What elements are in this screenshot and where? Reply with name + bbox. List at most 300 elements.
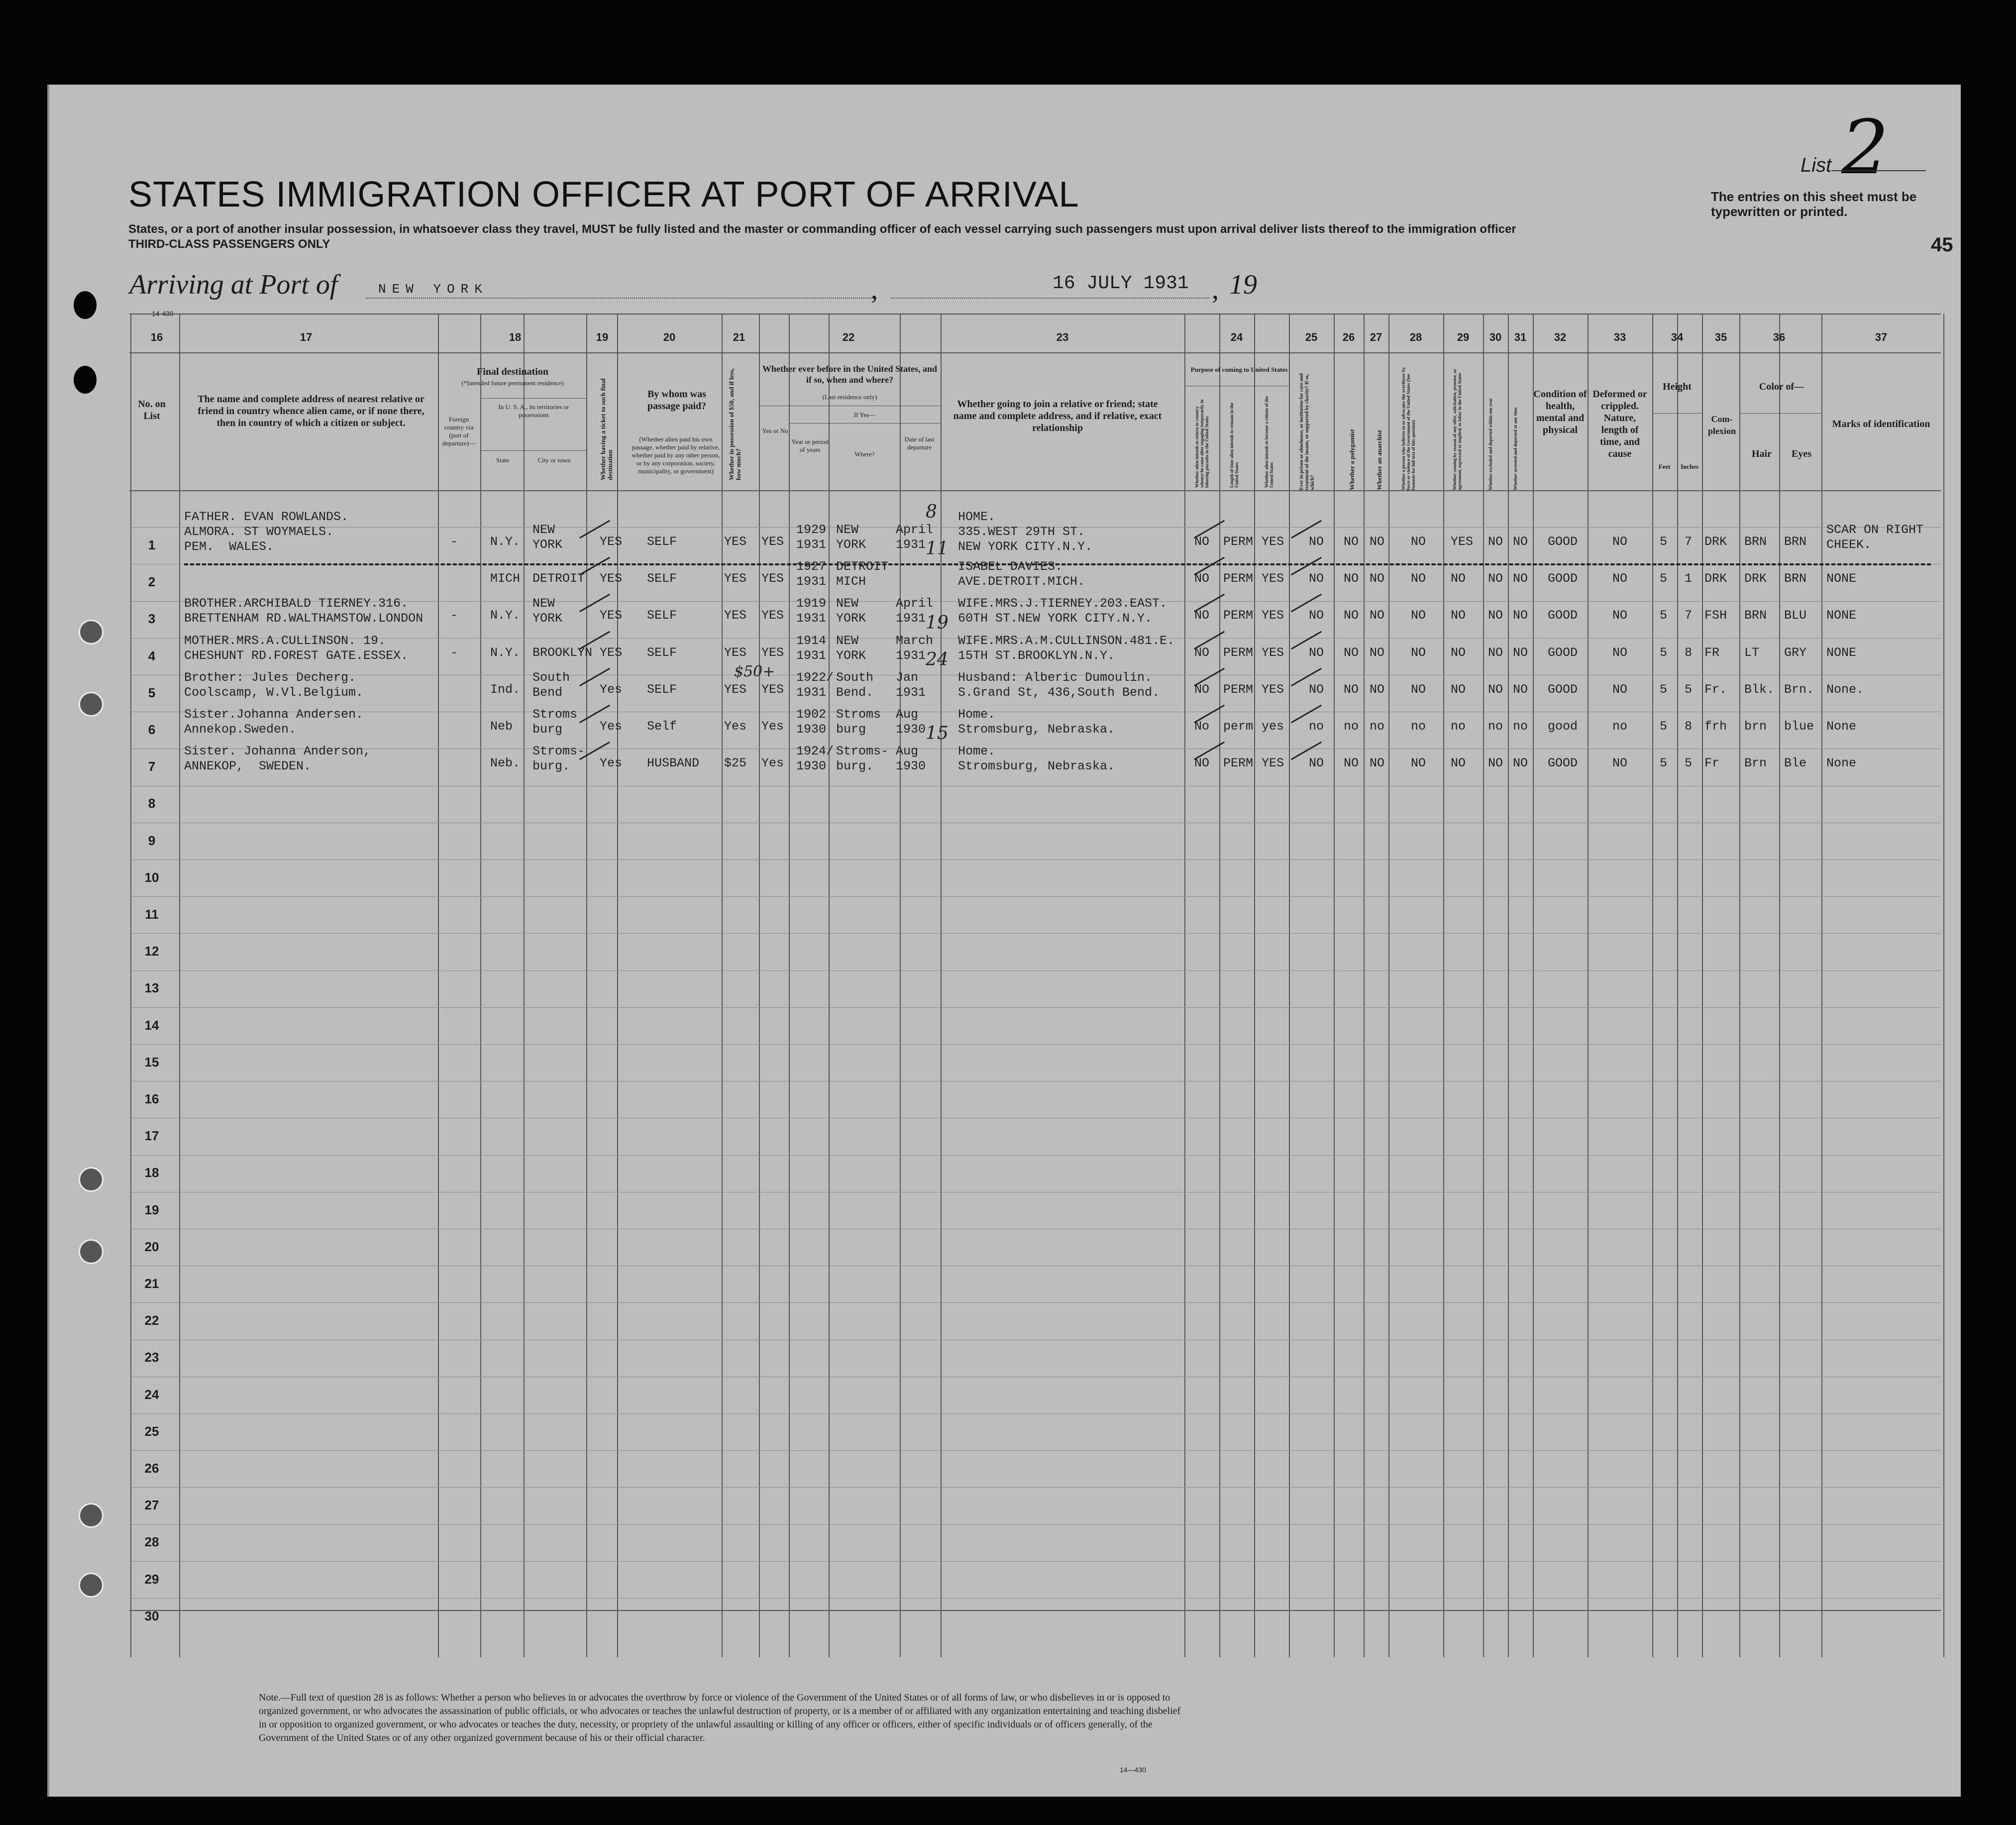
- deformed-cell: NO: [1612, 682, 1628, 697]
- row-rule: [129, 933, 1941, 934]
- polygamist-cell: NO: [1344, 645, 1359, 660]
- relative-cell: Sister.Johanna Andersen. Annekop.Sweden.: [184, 707, 364, 737]
- header-eyes: Eyes: [1792, 448, 1811, 459]
- offer-labor-cell: NO: [1451, 571, 1466, 586]
- column-number: 30: [1489, 331, 1502, 343]
- where-cell: South Bend.: [836, 670, 874, 700]
- relative-cell: MOTHER.MRS.A.CULLINSON. 19. CHESHUNT RD.FOREST GATE.ESSEX.: [184, 633, 409, 663]
- passage-paid-cell: SELF: [647, 682, 677, 697]
- column-number: 21: [733, 331, 745, 343]
- city-cell: BROOKLYN: [532, 645, 593, 660]
- column-rule: [1219, 314, 1220, 1657]
- column-number-rule: [129, 352, 1941, 353]
- relative-cell: Sister. Johanna Anderson, ANNEKOP, SWEDEN.: [184, 744, 371, 774]
- header-height: Height: [1663, 381, 1692, 392]
- departure-date-cell: April 1931: [896, 523, 934, 552]
- header-excluded: Whether excluded and deported within one year: [1488, 398, 1493, 490]
- feet-cell: 5: [1660, 719, 1668, 734]
- column-number: 29: [1457, 331, 1470, 343]
- header-deformed: Deformed or crippled. Nature, length of time, and cause: [1592, 389, 1647, 459]
- polygamist-cell: NO: [1344, 571, 1359, 586]
- row-number: 18: [144, 1165, 159, 1181]
- column-rule: [179, 314, 180, 1657]
- column-rule: [900, 314, 901, 1657]
- prison-cell: NO: [1309, 535, 1324, 549]
- page-number: 45: [1931, 234, 1953, 256]
- passenger-class: THIRD-CLASS PASSENGERS ONLY: [128, 237, 330, 251]
- ticket-cell: Yes: [600, 719, 623, 734]
- where-cell: NEW YORK: [836, 596, 866, 626]
- joining-cell: WIFE.MRS.J.TIERNEY.203.EAST. 60TH ST.NEW YORK CITY.N.Y.: [958, 596, 1167, 626]
- joining-cell: ISABEL DAVIES. AVE.DETROIT.MICH.: [958, 559, 1085, 589]
- passage-paid-cell: SELF: [647, 535, 677, 549]
- column-rule: [1443, 314, 1444, 1657]
- marks-cell: None: [1826, 756, 1857, 771]
- where-cell: Stroms burg: [836, 707, 881, 737]
- hair-cell: LT: [1744, 645, 1760, 660]
- return-cell: NO: [1194, 645, 1210, 660]
- state-cell: Neb: [490, 719, 513, 734]
- return-cell: NO: [1194, 756, 1210, 771]
- row-rule: [129, 1450, 1941, 1451]
- polygamist-cell: NO: [1344, 535, 1359, 549]
- column-number: 26: [1342, 331, 1355, 343]
- row-rule: [129, 1302, 1941, 1303]
- before-us-cell: Yes: [761, 756, 784, 771]
- arrested-cell: NO: [1513, 571, 1528, 586]
- row-number: 14: [144, 1017, 159, 1033]
- marks-cell: NONE: [1826, 645, 1857, 660]
- return-cell: NO: [1194, 571, 1210, 586]
- column-rule: [1364, 314, 1365, 1657]
- row-number: 9: [148, 833, 156, 848]
- row-number: 7: [148, 759, 156, 774]
- row-rule: [129, 1598, 1941, 1599]
- before-us-cell: YES: [761, 608, 784, 623]
- column-number: 20: [663, 331, 676, 343]
- row-number: 20: [144, 1239, 159, 1254]
- excluded-cell: NO: [1488, 571, 1503, 586]
- annotation-hole-2: [79, 692, 104, 717]
- feet-cell: 5: [1660, 608, 1668, 623]
- row-number: 17: [144, 1128, 159, 1144]
- subheader-rule: [480, 398, 586, 399]
- column-rule: [1289, 314, 1290, 1657]
- health-cell: GOOD: [1548, 571, 1578, 586]
- complexion-cell: FR: [1704, 645, 1720, 660]
- city-cell: DETROIT: [532, 571, 585, 586]
- column-number: 37: [1875, 331, 1888, 343]
- row-rule: [129, 1155, 1941, 1156]
- offer-labor-cell: NO: [1451, 682, 1466, 697]
- header-in-usa: In U. S. A., its territories or possessions: [498, 403, 569, 419]
- departure-date-cell: Jan 1931: [896, 670, 926, 700]
- row-number: 21: [144, 1276, 159, 1291]
- return-cell: NO: [1194, 608, 1210, 623]
- offer-labor-cell: no: [1451, 719, 1466, 734]
- eyes-cell: Brn.: [1784, 682, 1814, 697]
- anarchist-cell: NO: [1370, 756, 1385, 771]
- where-cell: NEW YORK: [836, 633, 866, 663]
- row-number: 26: [144, 1461, 159, 1476]
- complexion-cell: frh: [1704, 719, 1727, 734]
- column-rule: [1677, 314, 1678, 1657]
- polygamist-cell: NO: [1344, 756, 1359, 771]
- departure-date-cell: March 1931: [896, 633, 934, 663]
- page-title: STATES IMMIGRATION OFFICER AT PORT OF ARRIVAL: [128, 175, 1079, 215]
- ticket-cell: Yes: [600, 682, 623, 697]
- hair-cell: brn: [1744, 719, 1767, 734]
- column-number: 17: [300, 331, 313, 343]
- deformed-cell: NO: [1612, 535, 1628, 549]
- fifty-dollars-cell: YES: [724, 645, 747, 660]
- row-rule: [129, 859, 1941, 860]
- before-us-cell: YES: [761, 535, 784, 549]
- column-number: 19: [596, 331, 609, 343]
- deformed-cell: NO: [1612, 756, 1628, 771]
- subheader-rule: [789, 423, 941, 424]
- comma-separator: ,: [871, 274, 878, 305]
- comma-separator-2: ,: [1212, 274, 1219, 305]
- row-number: 5: [148, 685, 156, 700]
- return-cell: NO: [1194, 535, 1210, 549]
- city-cell: South Bend: [532, 670, 570, 700]
- prison-cell: NO: [1309, 571, 1324, 586]
- header-rule: [129, 314, 1941, 315]
- row-rule: [129, 1413, 1941, 1414]
- footnote-question-28: Note.—Full text of question 28 is as follows: Whether a person who believes in or advocates the overthrow by force or violence of the Government of the United States or of all forms of law, or who disbelieves in or is opposed to organized government, or who advocates the assassination of public officials, or who advocates or teaches the unlawful destruction of property, or is a member of or affiliated with any organization entertaining and teaching disbelief in or opposition to organized government, or who advocates or teaches the duty, necessity, or propriety of the unlawful assaulting or killing of any officer or officers, either of specific individuals or of officers generally, of the Government of the United States or of any other organized government because of his or their official character.: [259, 1692, 1181, 1743]
- complexion-cell: DRK: [1704, 535, 1727, 549]
- row-number: 1: [148, 537, 156, 552]
- citizen-cell: YES: [1262, 756, 1284, 771]
- column-rule: [1254, 314, 1255, 1657]
- deformed-cell: NO: [1612, 608, 1628, 623]
- handwritten-date-mark: 15: [926, 723, 949, 744]
- header-foreign-country: Foreign country via (port of departure)—: [442, 416, 476, 447]
- punch-hole-left-1: [74, 291, 97, 319]
- column-rule: [829, 314, 830, 1657]
- complexion-cell: FSH: [1704, 608, 1727, 623]
- row-number: 8: [148, 796, 156, 811]
- header-last-residence: (Last residence only): [822, 393, 877, 401]
- header-if-yes: If Yes—: [853, 411, 876, 419]
- city-cell: NEW YORK: [532, 523, 563, 552]
- feet-cell: 5: [1660, 682, 1668, 697]
- anarchist-cell: NO: [1370, 645, 1385, 660]
- column-rule: [1702, 314, 1703, 1657]
- health-cell: GOOD: [1548, 756, 1578, 771]
- marks-cell: None.: [1826, 682, 1864, 697]
- feet-cell: 5: [1660, 571, 1668, 586]
- city-cell: Stroms- burg.: [532, 744, 585, 774]
- arrested-cell: NO: [1513, 682, 1528, 697]
- column-rule: [1483, 314, 1484, 1657]
- handwritten-date-mark: 19: [926, 612, 949, 633]
- column-rule: [586, 314, 587, 1657]
- subheader-rule: [1739, 413, 1821, 414]
- header-before-us: Whether ever before in the United States, and if so, when and where?: [762, 364, 937, 385]
- header-offer-labor: Whether coming by reason of any offer, solicitation, promise, or agreement, expressed or implied, to labor in the United States: [1452, 369, 1462, 490]
- header-joining: Whether going to join a relative or friend; state name and complete address, and if relative, exact relationship: [953, 399, 1162, 433]
- handwritten-date-mark: 24: [926, 649, 949, 670]
- header-where: Where?: [854, 450, 875, 458]
- excluded-cell: NO: [1488, 645, 1503, 660]
- subheader-rule: [480, 450, 586, 451]
- row-number: 15: [144, 1054, 159, 1070]
- hair-cell: BRN: [1744, 535, 1767, 549]
- offer-labor-cell: YES: [1451, 535, 1474, 549]
- listing-instruction: States, or a port of another insular possession, in whatsoever class they travel, MUST be fully listed and the master or commanding officer of each vessel carrying such passengers must upon arrival deliver lists thereof to the immigration officer: [128, 222, 1516, 236]
- fifty-dollars-cell: $25: [724, 756, 747, 771]
- anarchist-cell: NO: [1370, 682, 1385, 697]
- before-us-cell: YES: [761, 682, 784, 697]
- header-ticket: Whether having a ticket to such final destination: [599, 378, 614, 480]
- row-rule: [129, 1561, 1941, 1562]
- passage-paid-cell: HUSBAND: [647, 756, 700, 771]
- health-cell: GOOD: [1548, 645, 1578, 660]
- row-rule: [129, 1007, 1941, 1008]
- header-hair: Hair: [1752, 448, 1772, 459]
- row-rule: [129, 970, 1941, 971]
- inches-cell: 5: [1685, 682, 1693, 697]
- citizen-cell: YES: [1262, 571, 1284, 586]
- header-purpose: Purpose of coming to United States: [1190, 366, 1288, 373]
- handwritten-date-mark: 11: [926, 538, 949, 559]
- departure-date-cell: April 1931: [896, 596, 934, 626]
- row-number: 10: [144, 869, 159, 885]
- row-number: 3: [148, 611, 156, 627]
- form-code: 14-430: [152, 310, 174, 318]
- column-rule: [1588, 314, 1589, 1657]
- header-feet: Feet: [1658, 463, 1671, 470]
- header-date-last-departure: Date of last departure: [904, 435, 935, 451]
- joining-cell: Husband: Alberic Dumoulin. S.Grand St, 436,South Bend.: [958, 670, 1160, 700]
- arrested-cell: NO: [1513, 535, 1528, 549]
- inches-cell: 5: [1685, 756, 1693, 771]
- eyes-cell: Ble: [1784, 756, 1807, 771]
- column-number: 28: [1409, 331, 1422, 343]
- hair-cell: DRK: [1744, 571, 1767, 586]
- health-cell: good: [1548, 719, 1578, 734]
- header-yes-no: Yes or No: [762, 427, 788, 434]
- overthrow-cell: NO: [1411, 535, 1426, 549]
- joining-cell: HOME. 335.WEST 29TH ST. NEW YORK CITY.N.Y.: [958, 510, 1093, 554]
- row-number: 6: [148, 722, 156, 737]
- anarchist-cell: NO: [1370, 608, 1385, 623]
- foreign-country-cell: -: [450, 608, 458, 623]
- polygamist-cell: no: [1344, 719, 1359, 734]
- overthrow-cell: NO: [1411, 645, 1426, 660]
- where-cell: NEW YORK: [836, 523, 866, 552]
- city-cell: NEW YORK: [532, 596, 563, 626]
- hair-cell: BRN: [1744, 608, 1767, 623]
- foreign-country-cell: -: [450, 645, 458, 660]
- length-stay-cell: PERM: [1223, 608, 1254, 623]
- column-rule: [1184, 314, 1185, 1657]
- health-cell: GOOD: [1548, 682, 1578, 697]
- year-prefix: 19: [1229, 269, 1257, 300]
- marks-cell: None: [1826, 719, 1857, 734]
- header-relative: The name and complete address of nearest relative or friend in country whence alien came, or if none there, then in country of which a citizen or subject.: [198, 394, 424, 429]
- header-marks: Marks of identification: [1832, 419, 1930, 429]
- column-number: 25: [1305, 331, 1318, 343]
- header-final-destination: Final destination: [477, 366, 548, 377]
- relative-cell: FATHER. EVAN ROWLANDS. ALMORA. ST WOYMAELS. PEM. WALES.: [184, 510, 349, 554]
- column-number: 31: [1514, 331, 1527, 343]
- column-rule: [789, 314, 790, 1657]
- ticket-cell: YES: [600, 608, 623, 623]
- column-rule: [941, 314, 942, 1657]
- column-rule: [1779, 314, 1780, 1657]
- arrested-cell: NO: [1513, 756, 1528, 771]
- state-cell: N.Y.: [490, 608, 521, 623]
- header-final-destination-note: (*Intended future permanent residence): [461, 379, 564, 387]
- joining-cell: Home. Stromsburg, Nebraska.: [958, 707, 1115, 737]
- complexion-cell: Fr.: [1704, 682, 1727, 697]
- list-label: List: [1801, 154, 1832, 176]
- header-become-citizen: Whether alien intends to become a citizen of the United States: [1264, 396, 1274, 488]
- anarchist-cell: no: [1370, 719, 1385, 734]
- arriving-label: Arriving at Port of: [129, 269, 338, 300]
- annotation-hole-4: [79, 1239, 104, 1264]
- excluded-cell: NO: [1488, 535, 1503, 549]
- health-cell: GOOD: [1548, 608, 1578, 623]
- list-underline: [1831, 170, 1926, 171]
- fifty-dollars-cell: YES: [724, 571, 747, 586]
- column-number: 22: [842, 331, 855, 343]
- row-number: 12: [144, 944, 159, 959]
- annotation-hole-3: [79, 1167, 104, 1192]
- health-cell: GOOD: [1548, 535, 1578, 549]
- passage-paid-cell: Self: [647, 719, 677, 734]
- row-rule: [129, 1524, 1941, 1525]
- ticket-cell: YES: [600, 535, 623, 549]
- citizen-cell: YES: [1262, 645, 1284, 660]
- handwritten-money-mark: $50+: [734, 662, 775, 680]
- state-cell: Ind.: [490, 682, 521, 697]
- relative-cell: BROTHER.ARCHIBALD TIERNEY.316. BRETTENHAM RD.WALTHAMSTOW.LONDON: [184, 596, 424, 626]
- row-number: 22: [144, 1313, 159, 1328]
- header-length-stay: Length of time alien intends to remain in the United States: [1229, 403, 1239, 488]
- column-rule: [617, 314, 618, 1657]
- header-state: State: [496, 456, 509, 464]
- fifty-dollars-cell: YES: [724, 608, 747, 623]
- row-number: 24: [144, 1387, 159, 1402]
- header-passage-note: (Whether alien paid his own passage, whether paid by relative, whether paid by any other person, or by any corporation, society, municipality, or government): [632, 435, 720, 475]
- where-cell: Stroms- burg.: [836, 744, 889, 774]
- state-cell: N.Y.: [490, 645, 521, 660]
- years-cell: 1914 1931: [796, 633, 827, 663]
- header-inches: Inches: [1680, 463, 1699, 470]
- prison-cell: no: [1309, 719, 1324, 734]
- column-number: 18: [509, 331, 522, 343]
- citizen-cell: YES: [1262, 682, 1284, 697]
- marks-cell: NONE: [1826, 571, 1857, 586]
- complexion-cell: DRK: [1704, 571, 1727, 586]
- annotation-hole-6: [79, 1573, 104, 1598]
- row-rule: [129, 1487, 1941, 1488]
- state-cell: Neb.: [490, 756, 521, 771]
- return-cell: NO: [1194, 682, 1210, 697]
- eyes-cell: GRY: [1784, 645, 1807, 660]
- column-rule: [1739, 314, 1740, 1657]
- column-rule: [1508, 314, 1509, 1657]
- row-number: 13: [144, 980, 159, 996]
- citizen-cell: yes: [1262, 719, 1284, 734]
- eyes-cell: BRN: [1784, 571, 1807, 586]
- prison-cell: NO: [1309, 756, 1324, 771]
- excluded-cell: NO: [1488, 682, 1503, 697]
- column-rule: [438, 314, 439, 1657]
- state-cell: N.Y.: [490, 535, 521, 549]
- length-stay-cell: perm: [1223, 719, 1254, 734]
- anarchist-cell: NO: [1370, 535, 1385, 549]
- fifty-dollars-cell: Yes: [724, 719, 747, 734]
- inches-cell: 1: [1685, 571, 1693, 586]
- marks-cell: NONE: [1826, 608, 1857, 623]
- column-number: 32: [1554, 331, 1567, 343]
- years-cell: 1924/ 1930: [796, 744, 834, 774]
- length-stay-cell: PERM: [1223, 535, 1254, 549]
- inches-cell: 7: [1685, 608, 1693, 623]
- header-arrested: Whether arrested and deported at any time: [1513, 407, 1518, 490]
- row-number: 16: [144, 1091, 159, 1106]
- header-no-on-list: No. on List: [138, 399, 166, 422]
- offer-labor-cell: NO: [1451, 608, 1466, 623]
- polygamist-cell: NO: [1344, 682, 1359, 697]
- marks-cell: SCAR ON RIGHT CHEEK.: [1826, 523, 1924, 552]
- overthrow-cell: NO: [1411, 682, 1426, 697]
- row-number: 23: [144, 1350, 159, 1365]
- departure-date-cell: Aug 1930: [896, 707, 926, 737]
- prison-cell: NO: [1309, 645, 1324, 660]
- header-complexion: Com-plexion: [1707, 414, 1736, 436]
- inches-cell: 7: [1685, 535, 1693, 549]
- years-cell: 1919 1931: [796, 596, 827, 626]
- excluded-cell: NO: [1488, 608, 1503, 623]
- feet-cell: 5: [1660, 535, 1668, 549]
- column-rule: [1533, 314, 1534, 1657]
- departure-date-cell: Aug 1930: [896, 744, 926, 774]
- subheader-rule: [1652, 413, 1702, 414]
- overthrow-cell: NO: [1411, 571, 1426, 586]
- citizen-cell: YES: [1262, 608, 1284, 623]
- return-cell: No: [1194, 719, 1210, 734]
- header-passage-paid: By whom was passage paid?: [647, 389, 707, 412]
- header-polygamist: Whether a polygamist: [1348, 429, 1356, 490]
- column-number: 27: [1370, 331, 1382, 343]
- overthrow-cell: no: [1411, 719, 1426, 734]
- length-stay-cell: PERM: [1223, 682, 1254, 697]
- years-cell: 1922/ 1931: [796, 670, 834, 700]
- column-number: 34: [1671, 331, 1684, 343]
- offer-labor-cell: NO: [1451, 756, 1466, 771]
- foreign-country-cell: -: [450, 535, 458, 549]
- header-city: City or town: [537, 456, 571, 464]
- before-us-cell: Yes: [761, 719, 784, 734]
- excluded-cell: no: [1488, 719, 1503, 734]
- header-anarchist: Whether an anarchist: [1376, 430, 1383, 490]
- arrested-cell: NO: [1513, 608, 1528, 623]
- body-bottom-rule: [129, 1610, 1941, 1611]
- overthrow-cell: NO: [1411, 608, 1426, 623]
- deformed-cell: NO: [1612, 645, 1628, 660]
- handwritten-date-mark: 8: [926, 502, 937, 522]
- years-cell: 1927 1931: [796, 559, 827, 589]
- passage-paid-cell: SELF: [647, 645, 677, 660]
- header-prison: Ever in prison or almshouse, or institution for care and treatment of the insane, or supported by charity? If so, which?: [1299, 373, 1315, 490]
- header-health: Condition of health, mental and physical: [1533, 389, 1587, 435]
